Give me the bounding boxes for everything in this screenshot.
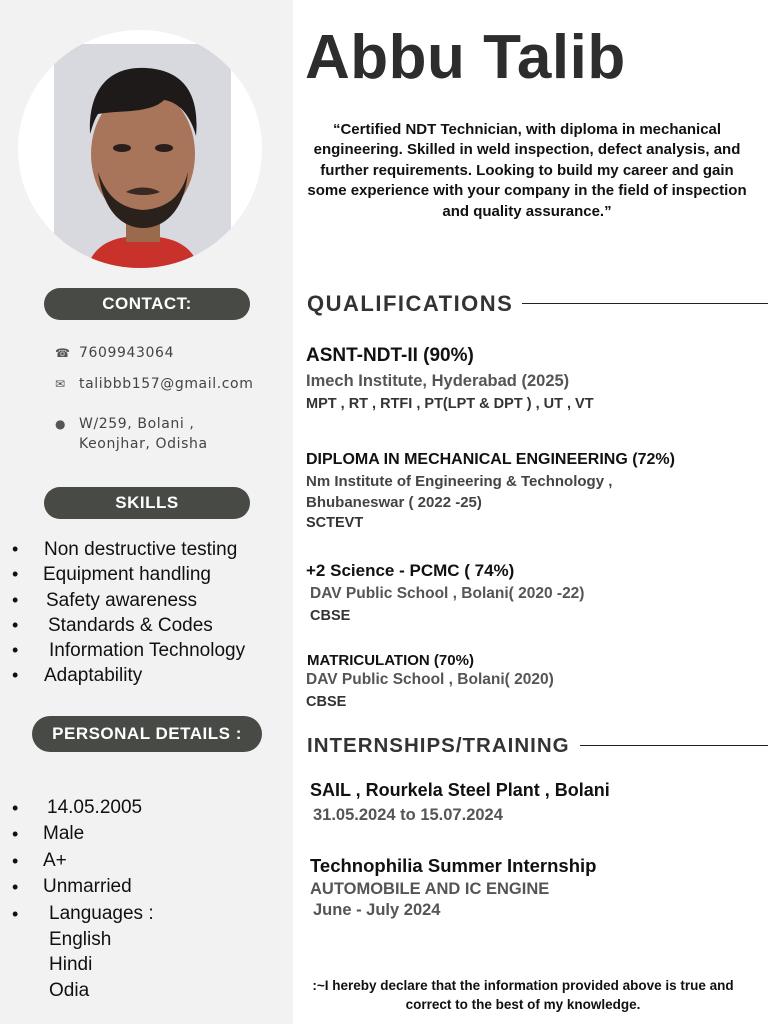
- contact-heading: CONTACT:: [44, 288, 250, 320]
- phone-icon: ☎: [55, 346, 71, 360]
- qualification-institute: Nm Institute of Engineering & Technology ,: [306, 473, 613, 490]
- qualification-title: MATRICULATION (70%): [307, 652, 474, 669]
- personal-details-heading: PERSONAL DETAILS :: [32, 716, 262, 752]
- blood-group-item: • A+: [12, 848, 154, 874]
- contact-address-row: [55, 414, 208, 454]
- sidebar: [0, 0, 293, 1024]
- marital-status-item: • Unmarried: [12, 874, 154, 900]
- internship-title: Technophilia Summer Internship: [310, 855, 597, 876]
- internship-title: SAIL , Rourkela Steel Plant , Bolani: [310, 780, 610, 800]
- qualification-title: ASNT-NDT-II (90%): [306, 345, 474, 366]
- profile-photo-frame: [18, 30, 262, 268]
- internships-heading: INTERNSHIPS/TRAINING: [307, 734, 570, 757]
- contact-phone[interactable]: 7609943064: [79, 345, 175, 361]
- personal-details-list: [12, 795, 154, 1003]
- candidate-name: Abbu Talib: [305, 23, 626, 92]
- skills-heading: SKILLS: [44, 487, 250, 519]
- qualifications-divider: [522, 303, 768, 304]
- map-pin-icon: ●: [55, 417, 67, 431]
- contact-email[interactable]: talibbb157@gmail.com: [79, 376, 254, 392]
- gender-item: • Male: [12, 821, 154, 847]
- language-odia: Odia: [49, 979, 90, 1001]
- address-line-1: W/259, Bolani ,: [79, 416, 195, 432]
- qualification-title: DIPLOMA IN MECHANICAL ENGINEERING (72%): [306, 451, 675, 468]
- qualification-detail: MPT , RT , RTFI , PT(LPT & DPT ) , UT , VT: [306, 396, 594, 412]
- skill-item: • Adaptability: [12, 663, 245, 688]
- contact-email-row: [55, 374, 253, 394]
- qualification-institute-location: Bhubaneswar ( 2022 -25): [306, 494, 482, 511]
- contact-phone-row: [55, 343, 174, 363]
- qualification-detail: SCTEVT: [306, 515, 364, 531]
- language-hindi: Hindi: [49, 954, 93, 976]
- qualification-institute: Imech Institute, Hyderabad (2025): [306, 372, 570, 390]
- envelope-icon: ✉: [55, 377, 66, 391]
- profile-summary: “Certified NDT Technician, with diploma in mechanical engineering. Skilled in weld inspection, defect analysis, and further requirements. Looking to build my career and gain some experience with your company in the field of inspection and quality assurance.”: [307, 121, 747, 220]
- skills-list: [12, 537, 245, 689]
- internship-dates: June - July 2024: [313, 901, 441, 919]
- skill-item: • Equipment handling: [12, 562, 245, 587]
- internship-subtitle: AUTOMOBILE AND IC ENGINE: [310, 880, 550, 898]
- languages-item: [12, 901, 154, 1004]
- qualification-title: +2 Science - PCMC ( 74%): [306, 561, 515, 580]
- qualification-detail: CBSE: [310, 608, 351, 624]
- internships-divider: [580, 745, 768, 746]
- dob-item: • 14.05.2005: [12, 795, 154, 821]
- internship-dates: 31.05.2024 to 15.07.2024: [313, 806, 503, 824]
- qualifications-heading: QUALIFICATIONS: [307, 291, 514, 316]
- qualification-detail: CBSE: [306, 694, 347, 710]
- skill-item: • Safety awareness: [12, 588, 245, 613]
- language-english: English: [49, 928, 112, 950]
- declaration: :~I hereby declare that the information provided above is true and correct to the best of my knowledge.: [312, 978, 734, 1012]
- skill-item: • Information Technology: [12, 638, 245, 663]
- qualification-institute: DAV Public School , Bolani( 2020 -22): [310, 585, 585, 602]
- address-line-2: Keonjhar, Odisha: [79, 436, 208, 452]
- profile-photo: [54, 44, 231, 268]
- qualification-institute: DAV Public School , Bolani( 2020): [306, 671, 554, 688]
- person-portrait-icon: [54, 44, 231, 268]
- languages-label: • Languages :: [49, 902, 154, 924]
- skill-item: • Non destructive testing: [12, 537, 245, 562]
- skill-item: • Standards & Codes: [12, 613, 245, 638]
- contact-address: [73, 414, 208, 454]
